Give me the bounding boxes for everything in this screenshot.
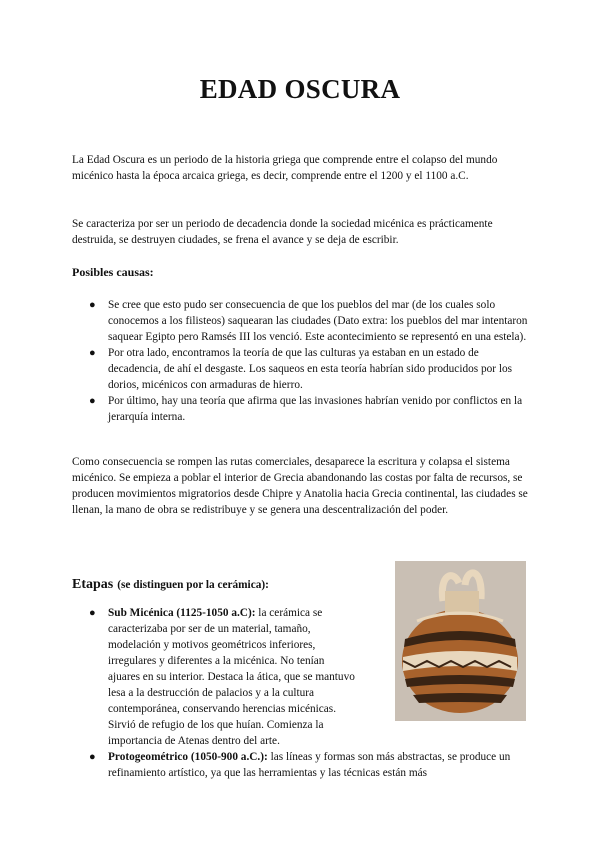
causes-heading: Posibles causas: [72,265,154,279]
list-item [72,605,358,749]
intro-paragraph: La Edad Oscura es un periodo de la historia griega que comprende entre el colapso del mundo micénico hasta la época arcaica griega, es decir, comprende entre el 1200 y el 1100 a.C. [72,154,498,182]
cause-text: Por otra lado, encontramos la teoría de que las culturas ya estaban en un estado de decadencia, de ahí el desgaste. Los saqueos en esta teoría habrían sido producidos por los dorios, micénicos con armaduras de hierro. [108,347,513,391]
bullet-icon: ● [89,751,96,763]
stage-name: Sub Micénica (1125-1050 a.C): [108,607,256,619]
bullet-icon: ● [89,347,96,359]
cause-text: Por último, hay una teoría que afirma que las invasiones habrían venido por conflictos en la jerarquía interna. [108,395,523,423]
stages-heading-sub: (se distinguen por la cerámica): [117,579,269,591]
list-item [72,393,532,425]
list-item [72,749,532,781]
causes-list [72,297,532,425]
cause-text: Se cree que esto pudo ser consecuencia de que los pueblos del mar (de los cuales solo conocemos a los filisteos) saquearan las ciudades (Dato extra: los pueblos del mar intentaron saquear Egipto pero Ramsés III los venció. Este acontecimiento se representó en una estela). [108,299,528,343]
stage-text: la cerámica se caracterizaba por ser de un material, tamaño, modelación y motivos geométricos inferiores, irregulares y diferentes a la micénica. No tenían ajuares en su interior. Destaca la ática, que se mantuvo lesa a la destrucción de palacios y a la cultura contemporánea, conservando herencias micénicas. Sirvió de refugio de los que huían. Comienza la importancia de Atenas dentro del arte. [108,607,355,747]
stages-heading-main: Etapas [72,577,114,592]
characterization-paragraph: Se caracteriza por ser un periodo de decadencia donde la sociedad micénica es prácticamente destruida, se destruyen ciudades, se frena el avance y se deja de escribir. [72,218,493,246]
stage-name: Protogeométrico (1050-900 a.C.): [108,751,268,763]
stages-heading [72,575,269,593]
bullet-icon: ● [89,607,96,619]
bullet-icon: ● [89,395,96,407]
list-item [72,345,532,393]
stage-text: las líneas y formas son más abstractas, se produce un refinamiento artístico, ya que las herramientas y las técnicas están más [108,751,511,779]
consequence-paragraph: Como consecuencia se rompen las rutas comerciales, desaparece la escritura y colapsa el sistema micénico. Se empieza a poblar el interior de Grecia abandonando las costas por falta de recursos, se producen movimientos migratorios desde Chipre y Anatolia hacia Grecia continental, las ciudades se llenan, la mano de obra se redistribuye y se genera una descentralización del poder. [72,456,528,516]
list-item [72,297,532,345]
stages-list [72,605,532,781]
page-title: EDAD OSCURA [199,74,401,104]
bullet-icon: ● [89,299,96,311]
